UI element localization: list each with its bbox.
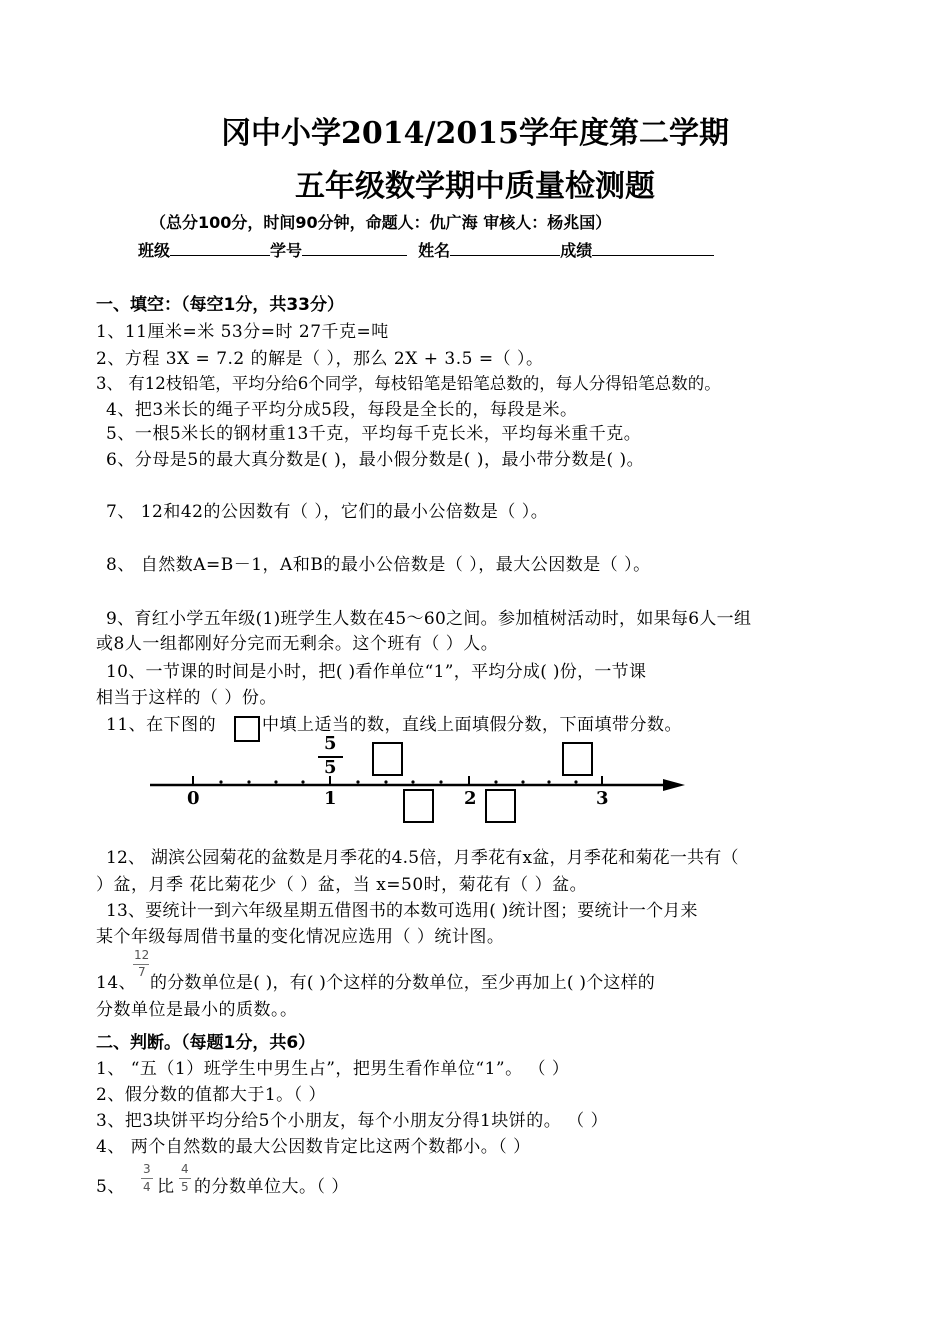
title-line-2: 五年级数学期中质量检测题 [295,169,655,204]
q2-5-fraction-1-denominator: 4 [143,1180,151,1194]
field-score-blank[interactable] [592,239,714,256]
q2-5-fraction-2-numerator: 4 [181,1162,189,1176]
question-1-1: 1、11厘米=米 53分=时 27千克=吨 [96,322,389,342]
question-1-10-line-2: 相当于这样的（ ）份。 [96,688,277,708]
fraction-numerator: 5 [324,733,337,754]
question-1-13-line-2: 某个年级每周借书量的变化情况应选用（ ）统计图。 [96,927,505,947]
question-2-5-prefix: 5、 [96,1177,125,1197]
question-1-12-line-1: 12、 湖滨公园菊花的盆数是月季花的4.5倍，月季花有x盆，月季花和菊花一共有（ [106,848,739,868]
field-id-blank[interactable] [302,239,407,256]
number-line-label-3: 3 [596,788,609,809]
q2-5-fraction-2-denominator: 5 [181,1180,189,1194]
question-1-4: 4、把3米长的绳子平均分成5段，每段是全长的，每段是米。 [106,400,578,420]
section-2-heading: 二、判断。（每题1分，共6） [96,1033,316,1053]
q14-fraction-numerator: 12 [134,948,150,962]
question-1-3: 3、 有12枝铅笔，平均分给6个同学，每枝铅笔是铅笔总数的，每人分得铅笔总数的。 [96,374,721,393]
question-2-1: 1、 “五（1）班学生中男生占”，把男生看作单位“1”。 （ ） [96,1059,570,1079]
field-name-label: 姓名 [418,241,451,260]
fraction-denominator: 5 [324,757,337,778]
field-class-label: 班级 [138,241,171,260]
field-id-label: 学号 [270,241,303,260]
answer-box-below-1[interactable] [403,789,434,823]
student-fields [138,238,714,261]
number-line-label-0: 0 [187,788,200,809]
exam-info: （总分100分，时间90分钟，命题人：仇广海 审核人：杨兆国） [150,213,612,232]
title-line-1: 冈中小学2014/2015学年度第二学期 [221,116,729,151]
question-2-5-text: 的分数单位大。（ ） [194,1177,349,1197]
question-1-9-line-2: 或8人一组都刚好分完而无剩余。这个班有（ ）人。 [96,634,499,654]
question-1-2: 2、方程 3X = 7.2 的解是（ ），那么 2X + 3.5 =（ ）。 [96,349,544,369]
question-1-11-part-2: 中填上适当的数，直线上面填假分数，下面填带分数。 [262,715,682,735]
minor-ticks [219,780,577,783]
q2-5-fraction-2-bar [179,1178,191,1179]
answer-box-below-2[interactable] [485,789,516,823]
field-score-label: 成绩 [560,241,593,260]
question-1-8: 8、 自然数A=B－1，A和B的最小公倍数是（ ），最大公因数是（ ）。 [106,555,651,575]
question-1-14-line-1: 的分数单位是( )，有( )个这样的分数单位，至少再加上( )个这样的 [150,973,656,993]
q2-5-fraction-1-bar [141,1178,153,1179]
q14-fraction-denominator: 7 [138,965,146,979]
section-1-heading: 一、填空：（每空1分，共33分） [96,295,344,315]
question-1-5: 5、一根5米长的钢材重13千克，平均每千克长米，平均每米重千克。 [106,424,642,444]
question-1-14-line-2: 分数单位是最小的质数。。 [96,1000,298,1020]
sample-answer-box [234,716,260,742]
question-2-3: 3、把3块饼平均分给5个小朋友，每个小朋友分得1块饼的。 （ ） [96,1111,609,1131]
question-1-10-line-1: 10、一节课的时间是小时，把( )看作单位“1”，平均分成( )份，一节课 [106,662,647,682]
question-1-6: 6、分母是5的最大真分数是( )，最小假分数是( )，最小带分数是( )。 [106,450,645,470]
question-2-4: 4、 两个自然数的最大公因数肯定比这两个数都小。（ ） [96,1137,531,1157]
number-line-label-2: 2 [464,788,477,809]
number-line-label-1: 1 [324,788,337,809]
field-name-blank[interactable] [450,239,560,256]
answer-box-above-1[interactable] [372,742,403,776]
question-2-5-compare: 比 [157,1177,175,1197]
q2-5-fraction-1-numerator: 3 [143,1162,151,1176]
question-1-13-line-1: 13、要统计一到六年级星期五借图书的本数可选用( )统计图；要统计一个月来 [106,901,698,921]
number-line-arrow [663,779,685,791]
question-1-12-line-2: ）盆，月季 花比菊花少（ ）盆，当 x=50时，菊花有（ ）盆。 [96,875,588,895]
question-1-7: 7、 12和42的公因数有（ ），它们的最小公倍数是（ ）。 [106,502,549,522]
question-2-2: 2、假分数的值都大于1。（ ） [96,1085,327,1105]
question-1-14-prefix: 14、 [96,973,137,993]
field-class-blank[interactable] [170,239,270,256]
answer-box-above-2[interactable] [562,742,593,776]
question-1-11-part-1: 11、在下图的 [106,715,217,735]
question-1-9-line-1: 9、育红小学五年级(1)班学生人数在45～60之间。参加植树活动时，如果每6人一组 [106,609,752,629]
